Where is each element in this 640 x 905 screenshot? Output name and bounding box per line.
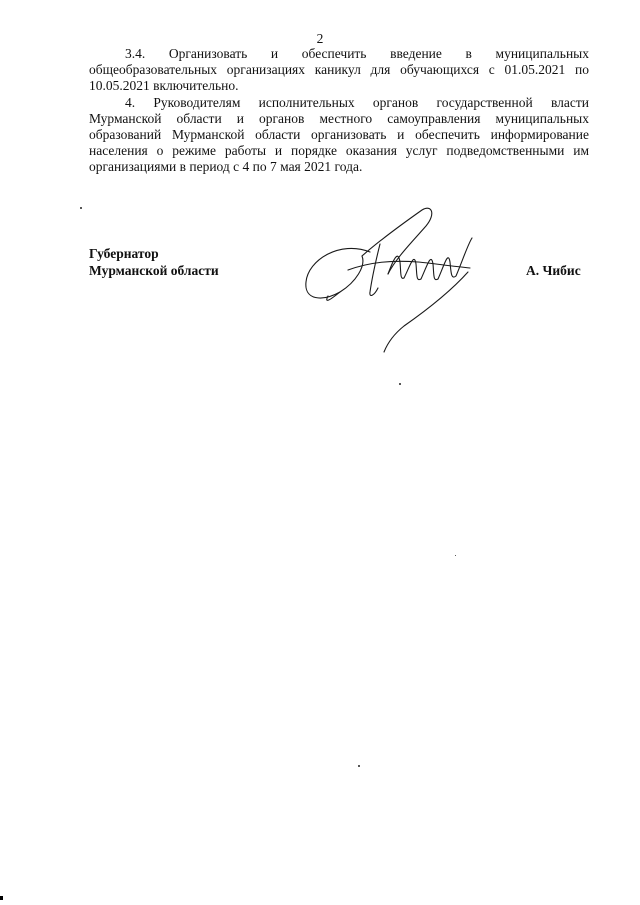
body-text bbox=[89, 46, 589, 176]
scan-speck bbox=[455, 555, 456, 556]
page-number: 2 bbox=[316, 31, 324, 46]
scan-speck bbox=[358, 765, 360, 767]
signatory-title-line-1: Губернатор bbox=[89, 246, 159, 261]
scan-speck bbox=[399, 383, 401, 385]
scan-speck bbox=[80, 207, 82, 209]
signatory-title bbox=[89, 245, 219, 279]
paragraph-4: 4. Руководителям исполнительных органов государственной власти Мурманской области и органов местного самоуправления муниципальных образований Мурманской области организовать и обеспечить информирование населения о режиме работы и порядке оказания услуг подведомственными им организациями в период с 4 по 7 мая 2021 года. bbox=[89, 94, 589, 175]
paragraph-3-4: 3.4. Организовать и обеспечить введение в муниципальных общеобразовательных организациях каникул для обучающихся с 01.05.2021 по 10.05.2021 включительно. bbox=[89, 46, 589, 94]
handwritten-signature bbox=[300, 200, 510, 365]
signatory-title-line-2: Мурманской области bbox=[89, 263, 219, 278]
signatory-name: А. Чибис bbox=[526, 263, 581, 278]
scan-edge-mark bbox=[0, 896, 3, 900]
